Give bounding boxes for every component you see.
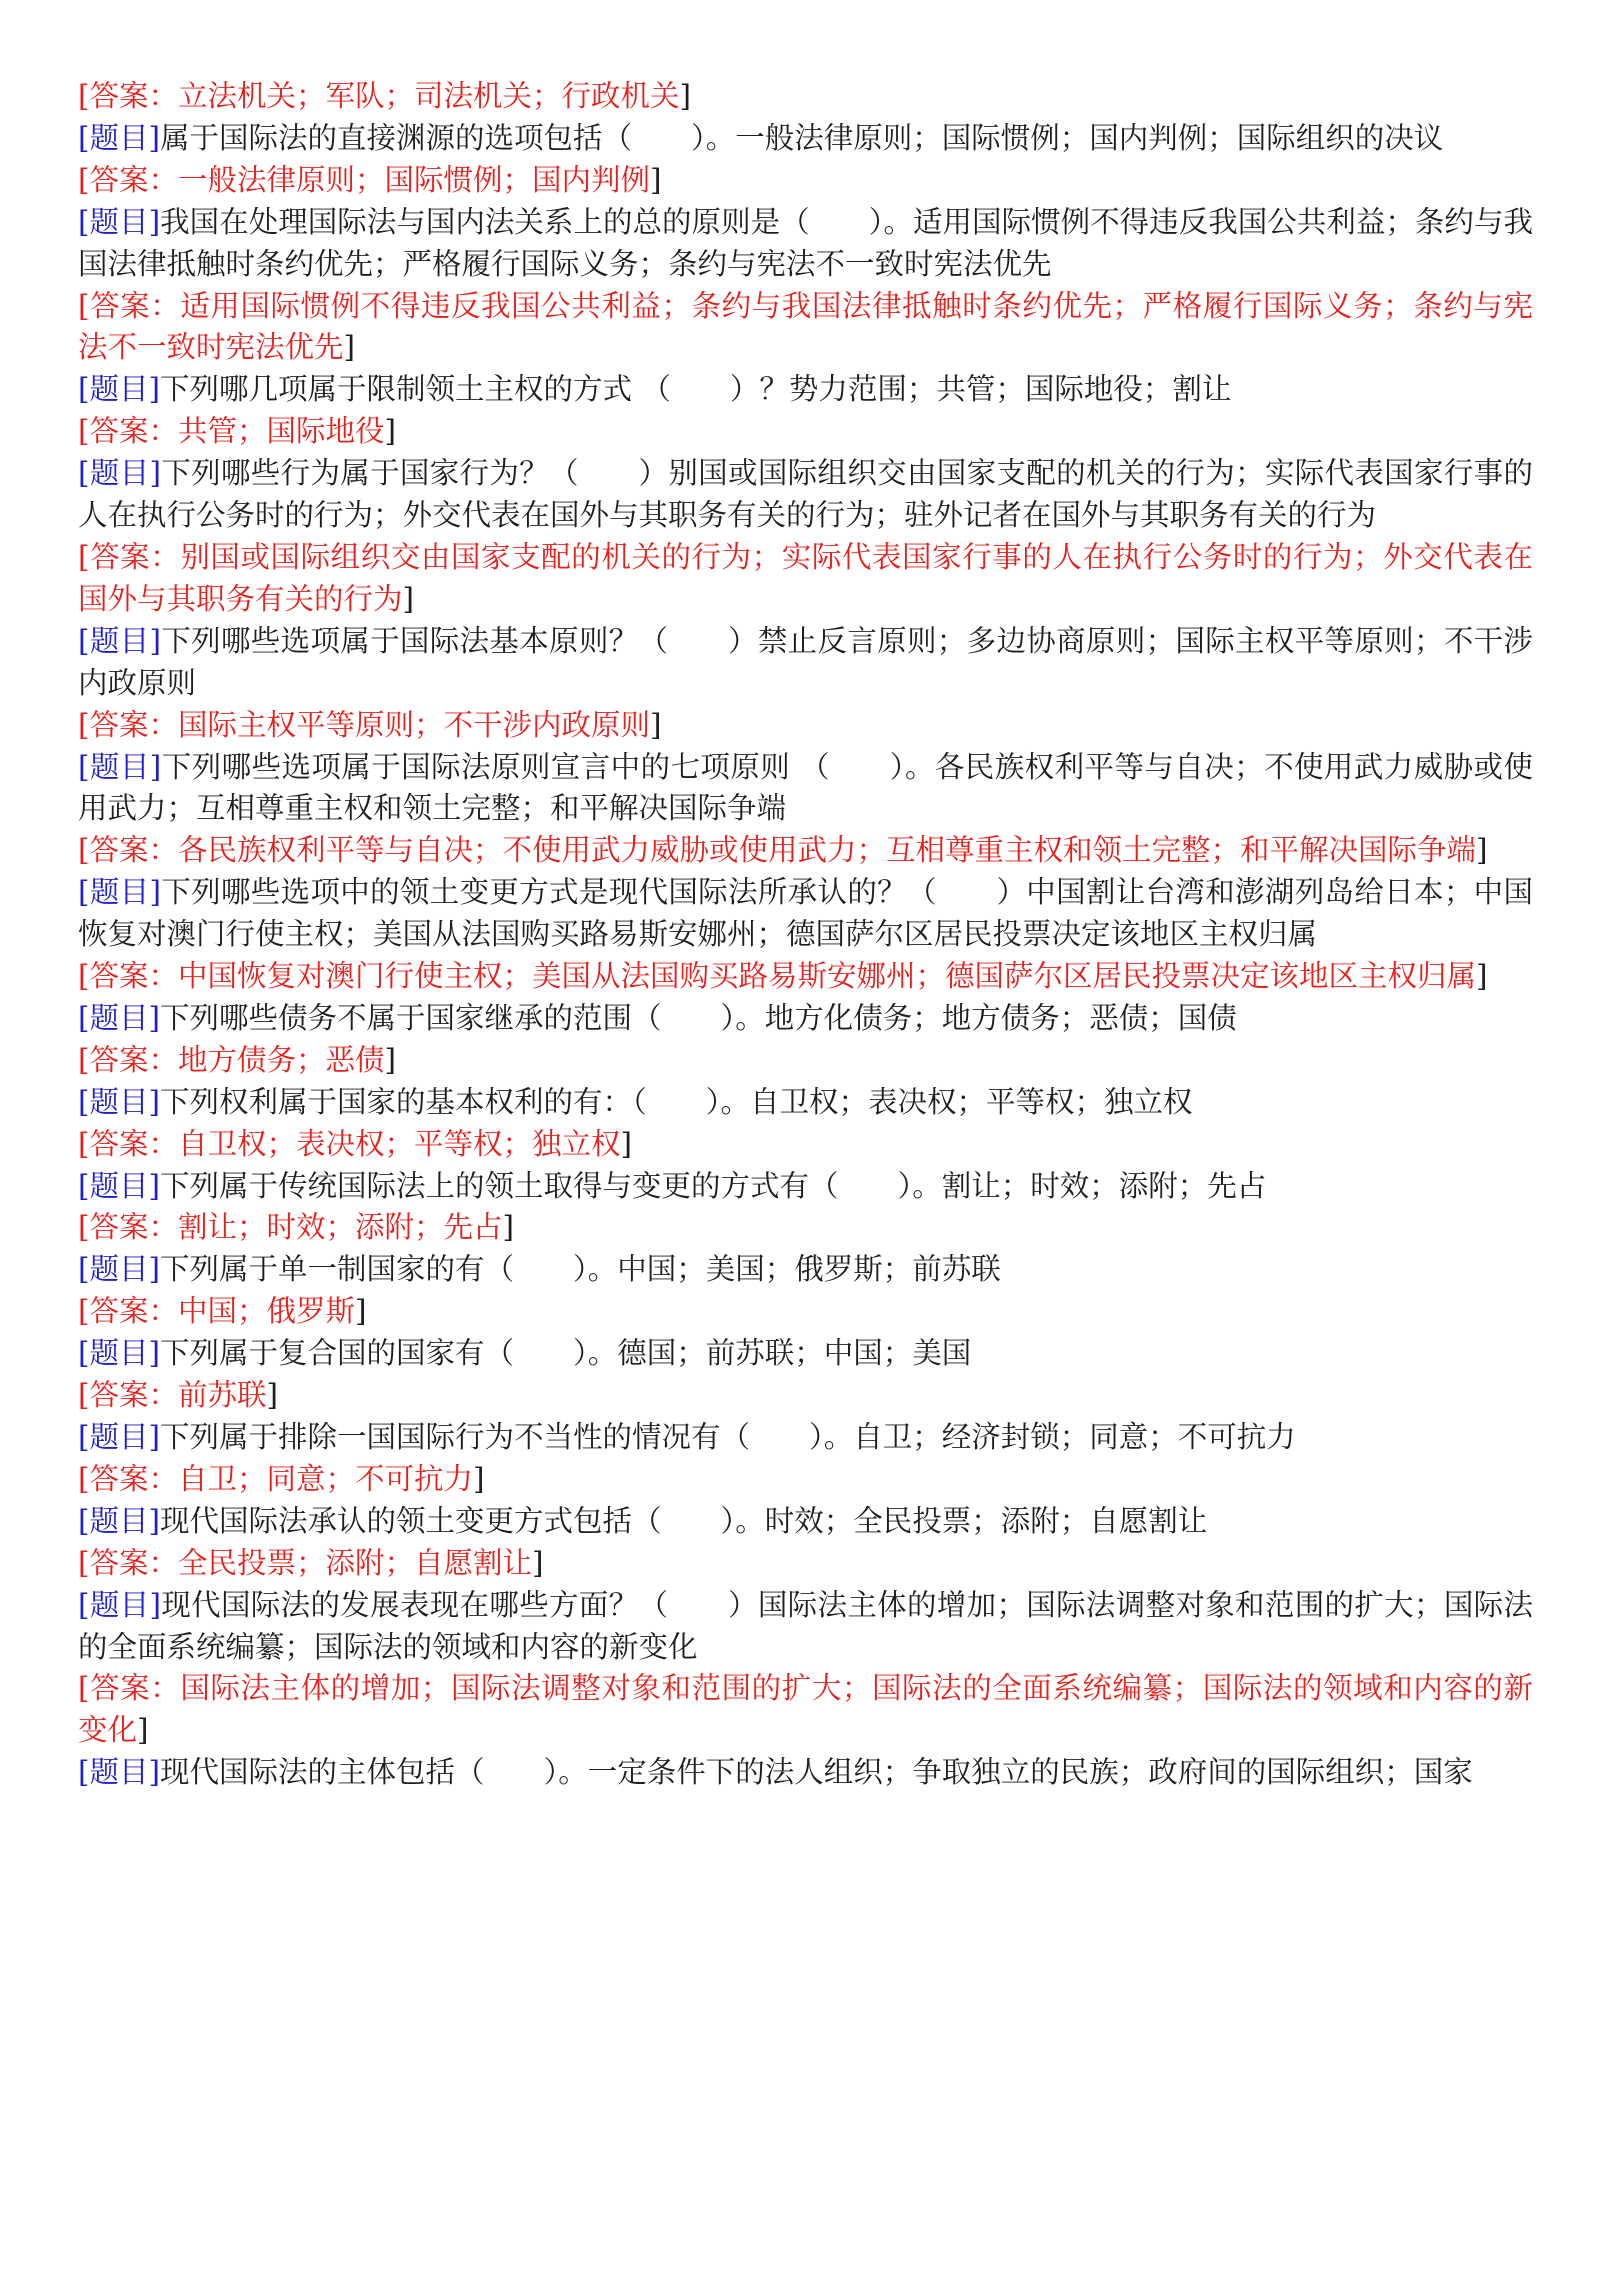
answer-line [78,1124,1533,1166]
question-tag: [题目] [78,372,161,407]
answer-line [78,1375,1533,1417]
question-text: 现代国际法承认的领土变更方式包括（ ）。时效；全民投票；添附；自愿割让 [160,1503,1208,1538]
question-text: 下列属于单一制国家的有（ ）。中国；美国；俄罗斯；前苏联 [160,1252,1001,1287]
answer-tag-close: ] [137,1713,149,1748]
answer-line [78,1207,1533,1249]
question-text: 下列哪些选项属于国际法原则宣言中的七项原则 （ ）。各民族权利平等与自决；不使用武力威胁或使用武力；互相尊重主权和领土完整；和平解决国际争端 [78,749,1533,826]
document-page [78,76,1533,1794]
question-tag: [题目] [78,1503,161,1538]
answer-tag-close: ] [532,1545,544,1580]
question-text: 下列权利属于国家的基本权利的有：（ ）。自卫权；表决权；平等权；独立权 [160,1084,1193,1119]
question-text: 下列哪些行为属于国家行为？（ ）别国或国际组织交由国家支配的机关的行为；实际代表国家行事的人在执行公务时的行为；外交代表在国外与其职务有关的行为；驻外记者在国外与其职务有关的行为 [78,456,1533,533]
answer-line [78,830,1533,872]
question-line [78,1417,1533,1459]
answer-text: 国际主权平等原则；不干涉内政原则 [178,707,651,742]
question-text: 下列属于复合国的国家有（ ）。德国；前苏联；中国；美国 [160,1336,972,1371]
answer-tag-open: [答案： [78,959,179,994]
answer-text: 全民投票；添附；自愿割让 [178,1545,533,1580]
answer-tag-open: [答案： [78,288,181,323]
answer-tag-open: [答案： [78,1042,179,1077]
question-line [78,1585,1533,1669]
question-tag: [题目] [78,1420,161,1454]
question-line [78,453,1533,537]
answer-tag-close: ] [266,1378,279,1413]
question-text: 下列哪些债务不属于国家继承的范围（ ）。地方化债务；地方债务；恶债；国债 [160,1000,1237,1035]
question-tag: [题目] [78,875,161,910]
answer-tag-open: [答案： [78,1378,179,1413]
answer-tag-open: [答案： [78,1545,179,1580]
question-line [78,369,1533,411]
question-text: 现代国际法的主体包括（ ）。一定条件下的法人组织；争取独立的民族；政府间的国际组织；国家 [160,1755,1473,1790]
question-tag: [题目] [78,456,161,491]
question-tag: [题目] [78,1168,161,1203]
question-line [78,1501,1533,1543]
answer-tag-close: ] [502,1210,515,1245]
answer-text: 割让；时效；添附；先占 [178,1210,503,1245]
answer-tag-open: [答案： [78,1461,179,1496]
answer-tag-close: ] [620,1126,633,1161]
question-tag: [题目] [78,1252,161,1287]
question-text: 属于国际法的直接渊源的选项包括（ ）。一般法律原则；国际惯例；国内判例；国际组织的决议 [160,120,1444,155]
answer-tag-close: ] [384,1042,397,1077]
answer-tag-open: [答案： [78,1126,179,1161]
answer-text: 前苏联 [178,1378,267,1413]
answer-tag-close: ] [650,707,662,742]
answer-tag-open: [答案： [78,162,179,197]
answer-text: 自卫；同意；不可抗力 [178,1461,474,1496]
question-tag: [题目] [78,1084,161,1119]
question-line [78,1333,1533,1375]
answer-text: 中国；俄罗斯 [178,1294,356,1329]
question-tag: [题目] [78,1587,161,1622]
answer-line [78,705,1533,747]
answer-line [78,956,1533,998]
question-line [78,118,1533,160]
question-text: 下列哪几项属于限制领土主权的方式 （ ）？势力范围；共管；国际地役；割让 [160,372,1232,407]
answer-text: 各民族权利平等与自决；不使用武力威胁或使用武力；互相尊重主权和领土完整；和平解决国际争端 [178,833,1477,868]
question-line [78,1082,1533,1124]
answer-text: 中国恢复对澳门行使主权；美国从法国购买路易斯安娜州；德国萨尔区居民投票决定该地区主权归属 [178,959,1477,994]
answer-text: 别国或国际组织交由国家支配的机关的行为；实际代表国家行事的人在执行公务时的行为；外交代表在国外与其职务有关的行为 [78,539,1533,616]
question-text: 下列哪些选项属于国际法基本原则？（ ）禁止反言原则；多边协商原则；国际主权平等原则；不干涉内政原则 [78,623,1533,700]
answer-tag-close: ] [402,581,415,616]
answer-text: 立法机关；军队；司法机关；行政机关 [178,79,680,113]
answer-line [78,537,1533,621]
question-text: 我国在处理国际法与国内法关系上的总的原则是（ ）。适用国际惯例不得违反我国公共利益；条约与我国法律抵触时条约优先；严格履行国际义务；条约与宪法不一致时宪法优先 [78,204,1533,281]
question-tag: [题目] [78,1000,161,1035]
answer-text: 共管；国际地役 [178,414,385,449]
answer-tag-close: ] [384,414,397,449]
answer-text: 一般法律原则；国际惯例；国内判例 [178,162,651,197]
question-tag: [题目] [78,120,161,155]
question-text: 下列属于传统国际法上的领土取得与变更的方式有（ ）。割让；时效；添附；先占 [160,1168,1267,1203]
question-tag: [题目] [78,1336,161,1371]
answer-tag-close: ] [650,162,662,197]
answer-tag-open: [答案： [78,414,179,449]
answer-tag-open: [答案： [78,1671,181,1706]
answer-line [78,1459,1533,1501]
answer-line [78,411,1533,453]
question-text: 下列哪些选项中的领土变更方式是现代国际法所承认的？（ ）中国割让台湾和澎湖列岛给日本；中国恢复对澳门行使主权；美国从法国购买路易斯安娜州；德国萨尔区居民投票决定该地区主权归属 [78,875,1533,952]
answer-tag-open: [答案： [78,79,179,113]
question-line [78,747,1533,831]
question-text: 现代国际法的发展表现在哪些方面？（ ）国际法主体的增加；国际法调整对象和范围的扩大；国际法的全面系统编纂；国际法的领域和内容的新变化 [78,1587,1533,1664]
question-tag: [题目] [78,623,161,658]
answer-tag-close: ] [679,79,692,113]
answer-line [78,160,1533,202]
answer-line [78,1668,1533,1752]
answer-tag-close: ] [355,1294,367,1329]
answer-line [78,1040,1533,1082]
answer-line [78,76,1533,118]
answer-tag-close: ] [343,330,356,365]
question-text: 下列属于排除一国国际行为不当性的情况有（ ）。自卫；经济封锁；同意；不可抗力 [160,1420,1296,1454]
answer-text: 地方债务；恶债 [178,1042,385,1077]
question-line [78,1166,1533,1208]
answer-tag-close: ] [473,1461,485,1496]
question-line [78,1752,1533,1794]
answer-line [78,1543,1533,1585]
question-tag: [题目] [78,1755,161,1790]
question-tag: [题目] [78,749,162,784]
question-line [78,202,1533,286]
answer-text: 适用国际惯例不得违反我国公共利益；条约与我国法律抵触时条约优先；严格履行国际义务；条约与宪法不一致时宪法优先 [78,288,1533,365]
answer-text: 自卫权；表决权；平等权；独立权 [178,1126,621,1161]
answer-tag-open: [答案： [78,1210,179,1245]
answer-tag-open: [答案： [78,1294,179,1329]
answer-text: 国际法主体的增加；国际法调整对象和范围的扩大；国际法的全面系统编纂；国际法的领域和内容的新变化 [78,1671,1533,1748]
question-line [78,998,1533,1040]
answer-tag-close: ] [1476,833,1488,868]
answer-tag-close: ] [1476,959,1488,994]
question-line [78,1249,1533,1291]
answer-tag-open: [答案： [78,707,179,742]
question-line [78,872,1533,956]
answer-line [78,1291,1533,1333]
answer-tag-open: [答案： [78,539,181,574]
question-tag: [题目] [78,204,161,239]
answer-line [78,286,1533,370]
question-line [78,621,1533,705]
answer-tag-open: [答案： [78,833,179,868]
